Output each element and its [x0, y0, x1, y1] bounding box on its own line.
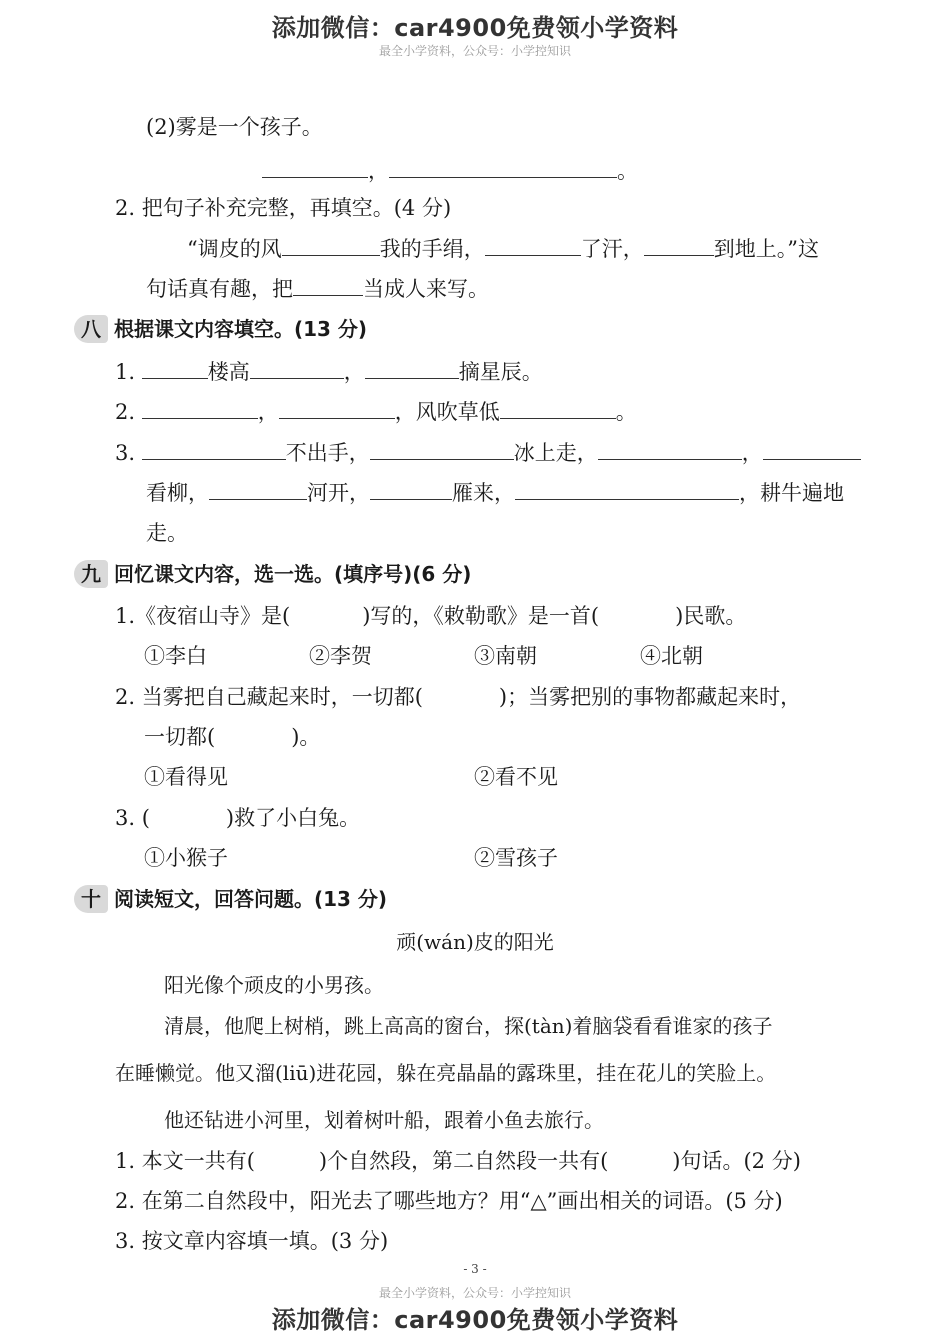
page-number: - 3 - [463, 1262, 487, 1276]
blank[interactable] [389, 155, 617, 178]
q7-q2-line1: “调皮的风 我的手绢， 了汗， 到地上。”这 [187, 233, 819, 264]
top-watermark: 最全小学资料，公众号：小学控知识 [378, 44, 571, 58]
section-10-badge: 十 [74, 885, 108, 913]
q7-item2-answer-line: ， 。 [262, 155, 638, 186]
blank[interactable] [250, 356, 344, 379]
s10-q3: 3. 按文章内容填一填。(3 分) [115, 1229, 389, 1253]
s9-q2-option-1: ①看得见 [144, 765, 228, 789]
bottom-banner: 添加微信：car4900免费领小学资料 [271, 1306, 679, 1334]
blank[interactable] [365, 356, 459, 379]
s8-line4: 看柳， 河开， 雁来， ，耕牛遍地 [146, 477, 844, 508]
s9-q3-option-1: ①小猴子 [144, 846, 228, 870]
bottom-watermark: 最全小学资料，公众号：小学控知识 [378, 1286, 571, 1300]
blank[interactable] [485, 233, 581, 256]
section-10-header: 十 阅读短文，回答问题。(13 分) [74, 884, 387, 914]
passage-paragraph-2a: 清晨，他爬上树梢，跳上高高的窗台，探(tàn)着脑袋看看谁家的孩子 [164, 1014, 773, 1038]
blank[interactable] [142, 356, 208, 379]
blank[interactable] [262, 155, 368, 178]
passage-paragraph-2b: 在睡懒觉。他又溜(liū)进花园，躲在亮晶晶的露珠里，挂在花儿的笑脸上。 [115, 1061, 777, 1085]
blank[interactable] [370, 437, 514, 460]
q7-q2-label: 2. 把句子补充完整，再填空。(4 分) [115, 196, 452, 220]
blank[interactable] [282, 233, 380, 256]
section-9-badge: 九 [74, 560, 108, 588]
s9-q3-option-2: ②雪孩子 [474, 846, 558, 870]
section-8-badge: 八 [74, 315, 108, 343]
s9-q1-option-3: ③南朝 [474, 644, 537, 668]
blank[interactable] [515, 477, 739, 500]
s9-q2-option-2: ②看不见 [474, 765, 558, 789]
s9-q1-option-2: ②李贺 [309, 644, 372, 668]
blank[interactable] [142, 437, 286, 460]
s10-q1: 1. 本文一共有( )个自然段，第二自然段一共有( )句话。(2 分) [115, 1149, 801, 1173]
s9-q1-option-1: ①李白 [144, 644, 207, 668]
passage-title: 顽(wán)皮的阳光 [396, 930, 554, 954]
blank[interactable] [209, 477, 307, 500]
section-8-header: 八 根据课文内容填空。(13 分) [74, 314, 367, 344]
s8-line5: 走。 [146, 521, 188, 545]
passage-paragraph-3: 他还钻进小河里，划着树叶船，跟着小鱼去旅行。 [164, 1108, 604, 1132]
s8-line1: 1. 楼高 ， 摘星辰。 [115, 356, 543, 387]
q7-q2-line2: 句话真有趣，把 当成人来写。 [146, 273, 489, 304]
passage-paragraph-1: 阳光像个顽皮的小男孩。 [164, 973, 384, 997]
s10-q2: 2. 在第二自然段中，阳光去了哪些地方？用“△”画出相关的词语。(5 分) [115, 1189, 783, 1213]
blank[interactable] [500, 396, 616, 419]
blank[interactable] [370, 477, 452, 500]
q7-item2-head: (2)雾是一个孩子。 [146, 115, 323, 139]
blank[interactable] [279, 396, 395, 419]
blank[interactable] [142, 396, 258, 419]
section-9-header: 九 回忆课文内容，选一选。(填序号)(6 分) [74, 559, 471, 589]
blank[interactable] [644, 233, 714, 256]
s9-q1-option-4: ④北朝 [640, 644, 703, 668]
top-banner: 添加微信：car4900免费领小学资料 [271, 14, 679, 42]
s9-q2-line1: 2. 当雾把自己藏起来时，一切都( )；当雾把别的事物都藏起来时， [115, 685, 802, 709]
blank[interactable] [598, 437, 742, 460]
s9-q3: 3. ( )救了小白兔。 [115, 806, 361, 830]
s9-q1: 1.《夜宿山寺》是( )写的，《敕勒歌》是一首( )民歌。 [115, 604, 747, 628]
s8-line3: 3. 不出手， 冰上走， ， [115, 437, 861, 468]
s9-q2-line2: 一切都( )。 [144, 725, 321, 749]
s8-line2: 2. ， ，风吹草低 。 [115, 396, 637, 427]
blank[interactable] [763, 437, 861, 460]
blank[interactable] [293, 273, 363, 296]
